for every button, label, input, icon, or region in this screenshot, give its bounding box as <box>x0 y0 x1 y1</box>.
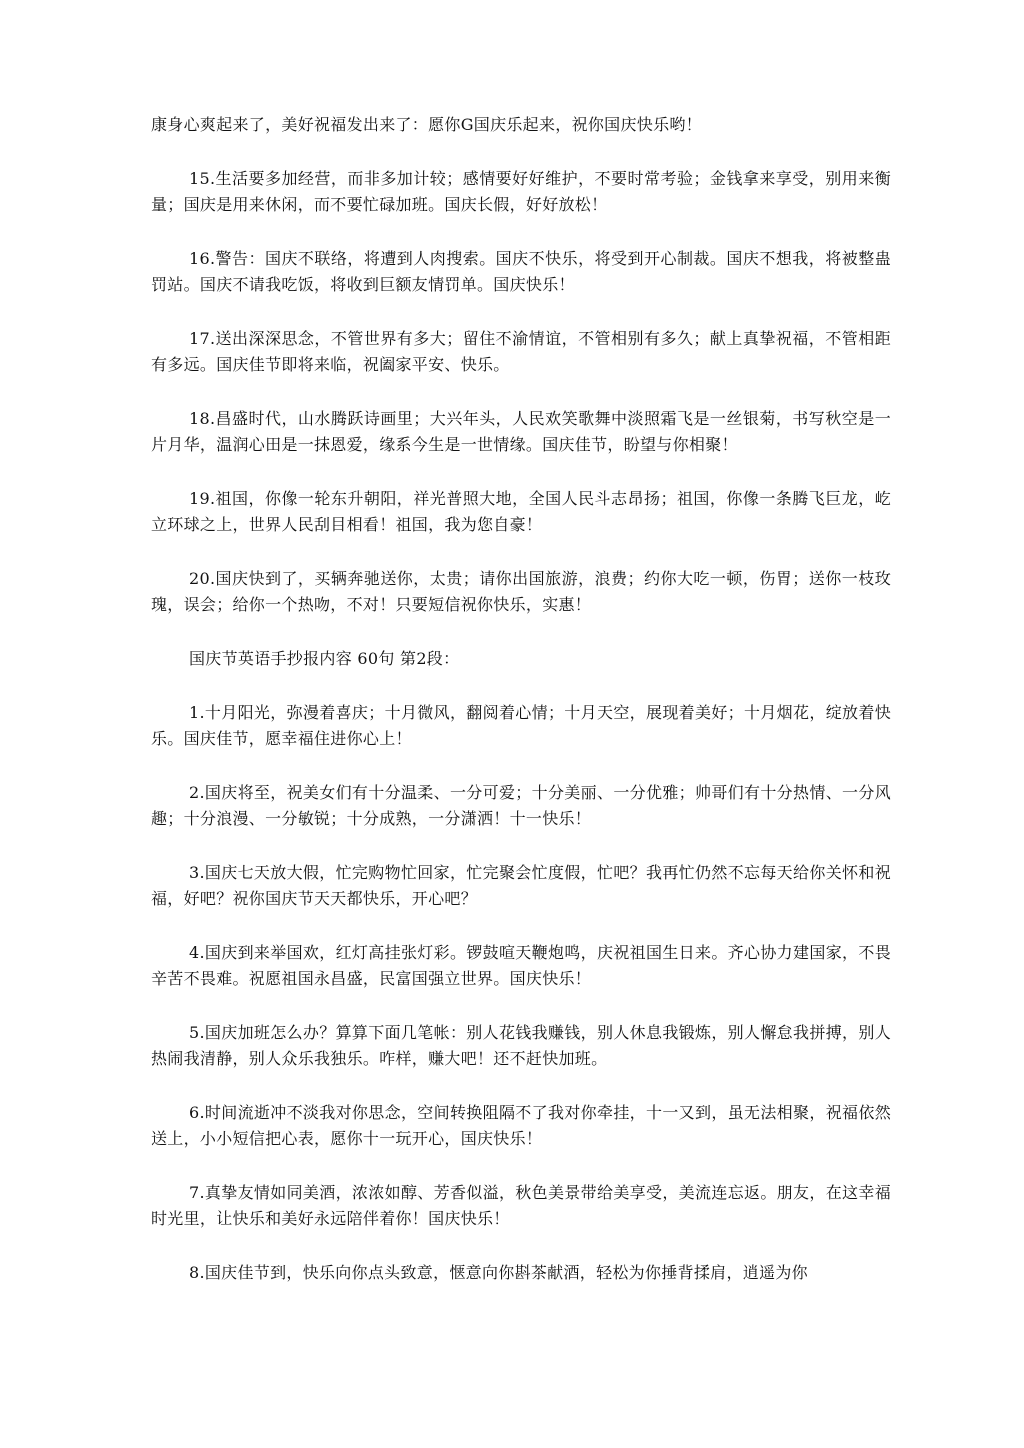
paragraph-item-1: 1.十月阳光，弥漫着喜庆；十月微风，翻阅着心情；十月天空，展现着美好；十月烟花，绽放着快乐。国庆佳节，愿幸福住进你心上！ <box>151 703 891 748</box>
paragraph-item-4: 4.国庆到来举国欢，红灯高挂张灯彩。锣鼓喧天鞭炮鸣，庆祝祖国生日来。齐心协力建国家，不畏辛苦不畏难。祝愿祖国永昌盛，民富国强立世界。国庆快乐！ <box>151 943 891 988</box>
paragraph-item-18: 18.昌盛时代，山水腾跃诗画里；大兴年头，人民欢笑歌舞中淡照霜飞是一丝银菊，书写秋空是一片月华，温润心田是一抹恩爱，缘系今生是一世情缘。国庆佳节，盼望与你相聚！ <box>151 409 891 454</box>
paragraph-item-7: 7.真挚友情如同美酒，浓浓如醇、芳香似溢，秋色美景带给美享受，美流连忘返。朋友，在这幸福时光里，让快乐和美好永远陪伴着你！国庆快乐！ <box>151 1183 891 1228</box>
paragraph-item-16: 16.警告：国庆不联络，将遭到人肉搜索。国庆不快乐，将受到开心制裁。国庆不想我，将被整蛊罚站。国庆不请我吃饭，将收到巨额友情罚单。国庆快乐！ <box>151 249 891 294</box>
paragraph-item-19: 19.祖国，你像一轮东升朝阳，祥光普照大地，全国人民斗志昂扬；祖国，你像一条腾飞巨龙，屹立环球之上，世界人民刮目相看！祖国，我为您自豪！ <box>151 489 891 534</box>
paragraph-item-20: 20.国庆快到了，买辆奔驰送你，太贵；请你出国旅游，浪费；约你大吃一顿，伤胃；送你一枝玫瑰，误会；给你一个热吻，不对！只要短信祝你快乐，实惠！ <box>151 569 891 614</box>
paragraph-item-6: 6.时间流逝冲不淡我对你思念，空间转换阻隔不了我对你牵挂，十一又到，虽无法相聚，祝福依然送上，小小短信把心表，愿你十一玩开心，国庆快乐！ <box>151 1103 891 1148</box>
paragraph-item-2: 2.国庆将至，祝美女们有十分温柔、一分可爱；十分美丽、一分优雅；帅哥们有十分热情、一分风趣；十分浪漫、一分敏锐；十分成熟，一分潇洒！十一快乐！ <box>151 783 891 828</box>
paragraph-item-5: 5.国庆加班怎么办？算算下面几笔帐：别人花钱我赚钱，别人休息我锻炼，别人懈怠我拼搏，别人热闹我清静，别人众乐我独乐。咋样，赚大吧！还不赶快加班。 <box>151 1023 891 1068</box>
paragraph-item-3: 3.国庆七天放大假，忙完购物忙回家，忙完聚会忙度假，忙吧？我再忙仍然不忘每天给你关怀和祝福，好吧？祝你国庆节天天都快乐，开心吧？ <box>151 863 891 908</box>
paragraph-item-8: 8.国庆佳节到，快乐向你点头致意，惬意向你斟茶献酒，轻松为你捶背揉肩，逍遥为你 <box>189 1263 808 1282</box>
document-body <box>151 112 891 1314</box>
section-heading: 国庆节英语手抄报内容 60句 第2段： <box>189 649 460 668</box>
paragraph-item-17: 17.送出深深思念，不管世界有多大；留住不渝情谊，不管相别有多久；献上真挚祝福，不管相距有多远。国庆佳节即将来临，祝阖家平安、快乐。 <box>151 329 891 374</box>
paragraph-continuation: 康身心爽起来了，美好祝福发出来了：愿你G国庆乐起来，祝你国庆快乐哟！ <box>151 115 702 134</box>
paragraph-item-15: 15.生活要多加经营，而非多加计较；感情要好好维护，不要时常考验；金钱拿来享受，别用来衡量；国庆是用来休闲，而不要忙碌加班。国庆长假，好好放松！ <box>151 169 891 214</box>
